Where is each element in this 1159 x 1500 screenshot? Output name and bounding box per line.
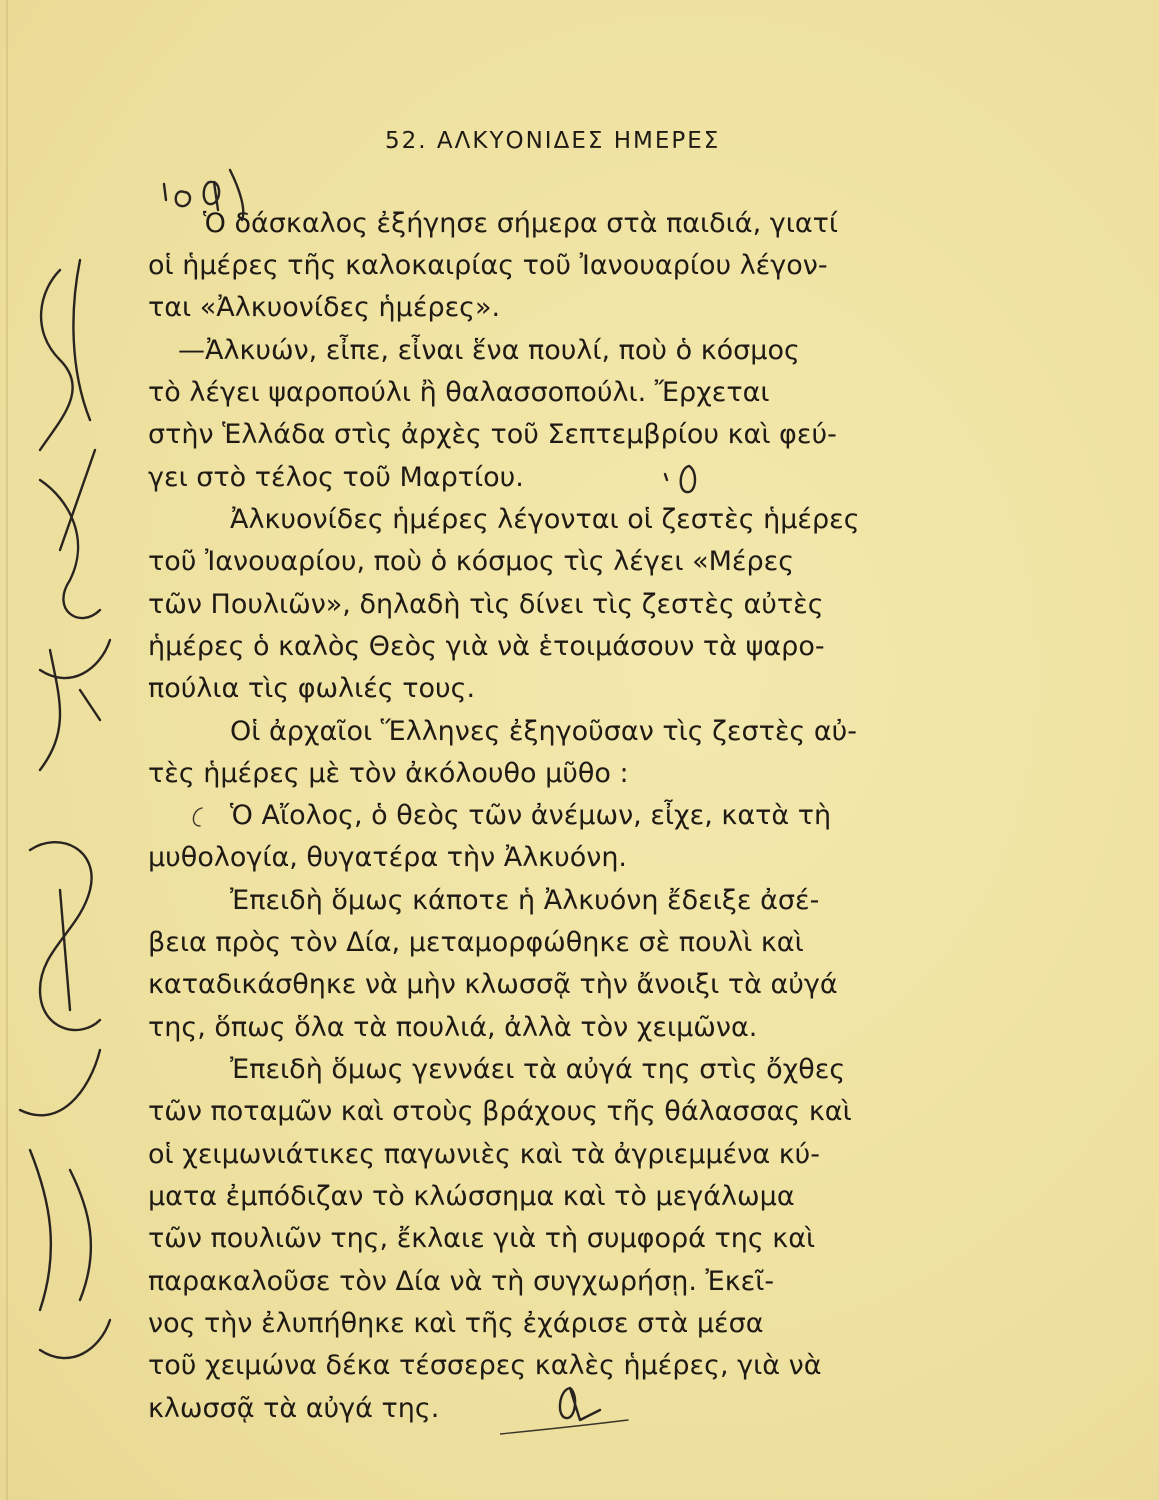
text-line: τοῦ χειμώνα δέκα τέσσερες καλὲς ἡμέρες, γιὰ νὰ xyxy=(148,1350,822,1381)
text-line: Ἐπειδὴ ὅμως κάποτε ἡ Ἀλκυόνη ἔδειξε ἀσέ- xyxy=(230,885,820,916)
text-line: μυθολογία, θυγατέρα τὴν Ἀλκυόνη. xyxy=(148,842,628,873)
text-line: ἡμέρες ὁ καλὸς Θεὸς γιὰ νὰ ἑτοιμάσουν τὰ ψαρο- xyxy=(148,631,825,662)
text-line: βεια πρὸς τὸν Δία, μεταμορφώθηκε σὲ πουλὶ καὶ xyxy=(148,927,804,958)
text-line: οἱ ἡμέρες τῆς καλοκαιρίας τοῦ Ἰανουαρίου λέγον- xyxy=(148,250,828,281)
text-line: τὸ λέγει ψαροπούλι ἢ θαλασσοπούλι. Ἔρχεται xyxy=(148,377,770,408)
lesson-title: 52. ΑΛΚΥΟΝΙΔΕΣ ΗΜΕΡΕΣ xyxy=(385,128,721,154)
text-line: ται «Ἀλκυονίδες ἡμέρες». xyxy=(148,292,501,323)
text-line: στὴν Ἑλλάδα στὶς ἀρχὲς τοῦ Σεπτεμβρίου καὶ φεύ- xyxy=(148,419,837,450)
text-line: γει στὸ τέλος τοῦ Μαρτίου. xyxy=(148,462,524,493)
text-line: Οἱ ἀρχαῖοι Ἕλληνες ἐξηγοῦσαν τὶς ζεστὲς αὐ- xyxy=(230,716,858,747)
handwritten-mark-small xyxy=(180,800,220,840)
text-line: Ἀλκυονίδες ἡμέρες λέγονται οἱ ζεστὲς ἡμέρες xyxy=(230,504,860,535)
text-line: Ὁ Αἴολος, ὁ θεὸς τῶν ἀνέμων, εἶχε, κατὰ τὴ xyxy=(230,800,832,831)
handwritten-margin-signature xyxy=(0,250,140,1450)
text-line: ματα ἐμπόδιζαν τὸ κλώσσημα καὶ τὸ μεγάλωμα xyxy=(148,1181,795,1212)
handwritten-mark-mid xyxy=(655,460,715,500)
text-line: Ἐπειδὴ ὅμως γεννάει τὰ αὐγά της στὶς ὄχθες xyxy=(230,1054,846,1085)
text-line: κλωσσᾷ τὰ αὐγά της. xyxy=(148,1393,440,1424)
text-line: τὲς ἡμέρες μὲ τὸν ἀκόλουθο μῦθο : xyxy=(148,758,629,789)
text-line: τοῦ Ἰανουαρίου, ποὺ ὁ κόσμος τὶς λέγει «Μέρες xyxy=(148,546,795,577)
text-line: τῶν ποταμῶν καὶ στοὺς βράχους τῆς θάλασσας καὶ xyxy=(148,1096,852,1127)
handwritten-mark-bottom xyxy=(500,1380,630,1440)
text-line: Ὁ δάσκαλος ἐξήγησε σήμερα στὰ παιδιά, γιατί xyxy=(203,208,839,239)
text-line: παρακαλοῦσε τὸν Δία νὰ τὴ συγχωρήσῃ. Ἐκεῖ- xyxy=(148,1266,775,1297)
text-line: καταδικάσθηκε νὰ μὴν κλωσσᾷ τὴν ἄνοιξι τὰ αὐγά xyxy=(148,969,838,1000)
text-line: οἱ χειμωνιάτικες παγωνιὲς καὶ τὰ ἀγριεμμένα κύ- xyxy=(148,1139,820,1170)
handwritten-mark-top xyxy=(150,160,260,230)
text-line: τῶν πουλιῶν της, ἔκλαιε γιὰ τὴ συμφορά της καὶ xyxy=(148,1223,816,1254)
text-line: νος τὴν ἐλυπήθηκε καὶ τῆς ἐχάρισε στὰ μέσα xyxy=(148,1308,764,1339)
text-line: —Ἀλκυών, εἶπε, εἶναι ἕνα πουλί, ποὺ ὁ κόσμος xyxy=(178,335,800,366)
text-line: της, ὅπως ὅλα τὰ πουλιά, ἀλλὰ τὸν χειμῶνα. xyxy=(148,1012,758,1043)
text-line: τῶν Πουλιῶν», δηλαδὴ τὶς δίνει τὶς ζεστὲς αὐτὲς xyxy=(148,589,824,620)
text-line: πούλια τὶς φωλιές τους. xyxy=(148,673,476,704)
